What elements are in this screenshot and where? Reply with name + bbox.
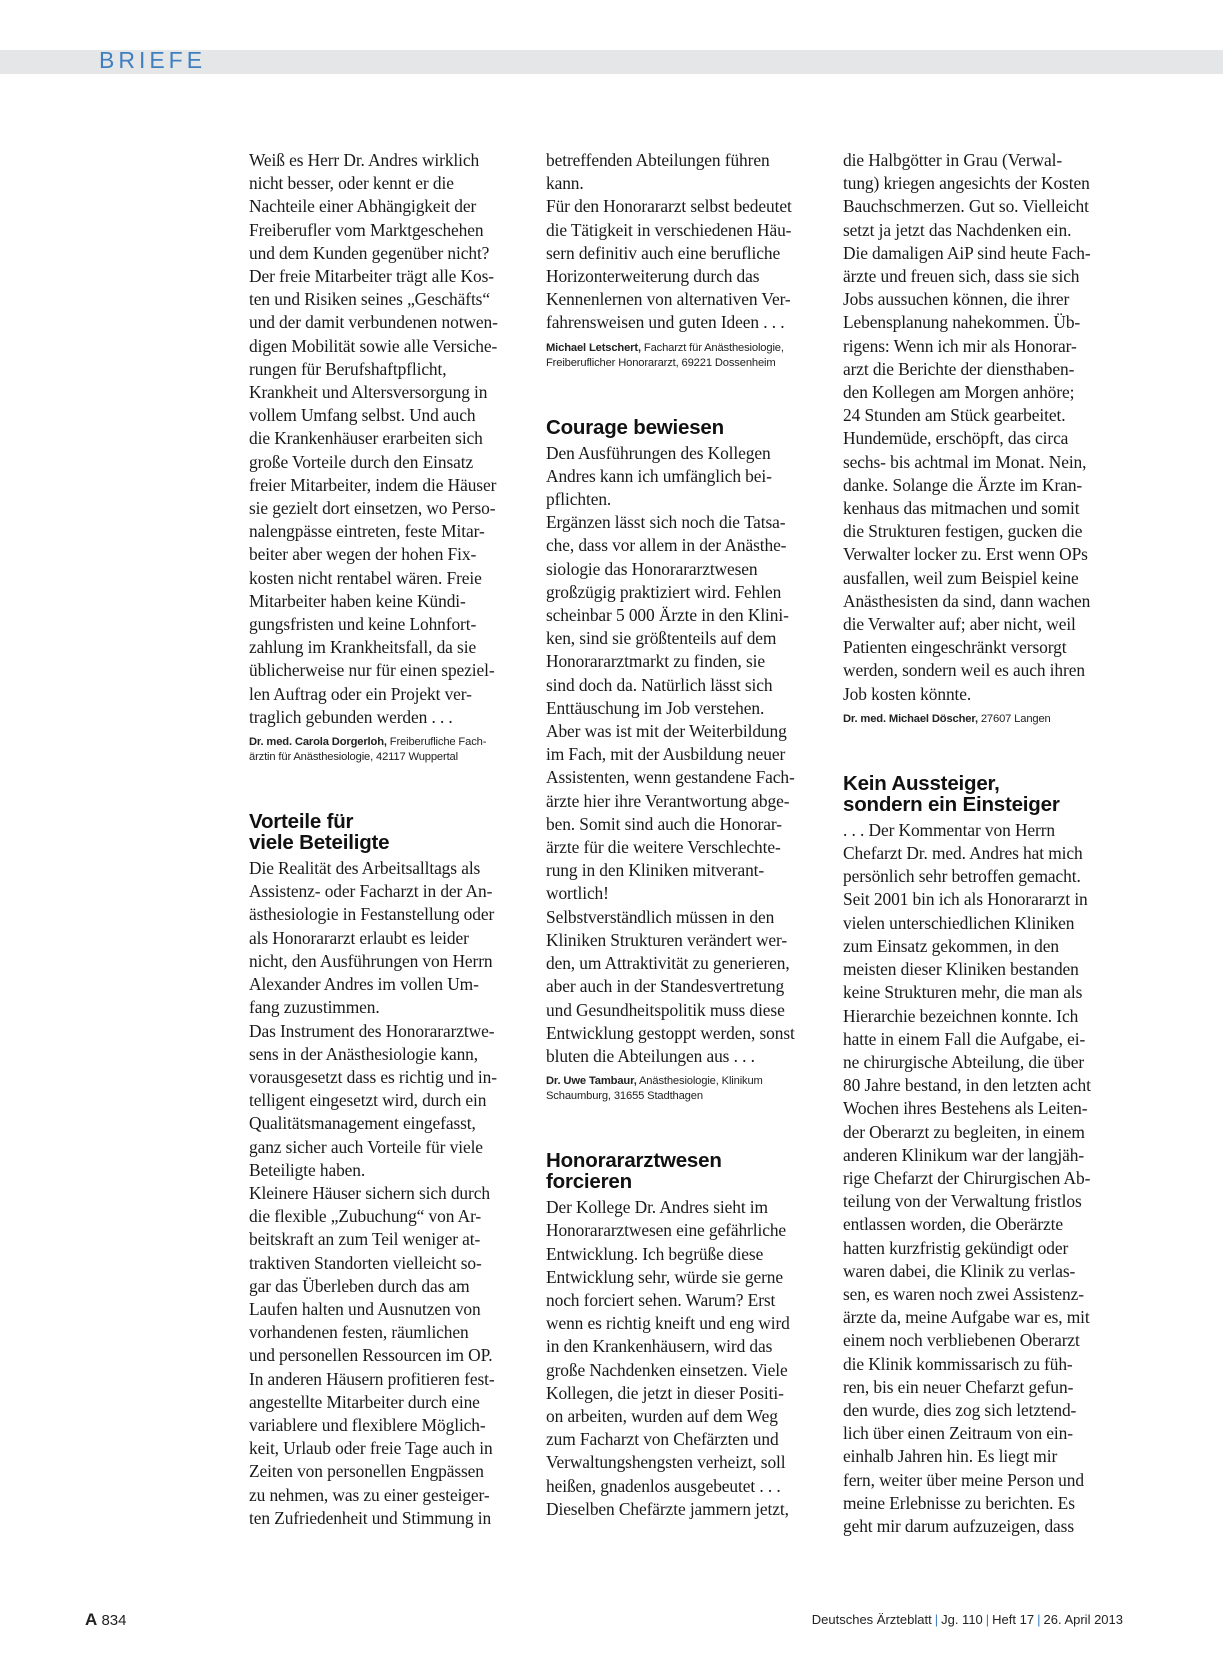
text-line: traglich gebunden werden . . . [249, 706, 453, 727]
text-line: Honorararztmarkt zu finden, sie [546, 651, 766, 672]
text-line: Alexander Andres im vollen Um- [249, 974, 479, 995]
text-line: Assistenten, wenn gestandene Fach- [546, 767, 795, 788]
text-line: Enttäuschung im Job verstehen. [546, 697, 765, 718]
text-line: Der Kollege Dr. Andres sieht im [546, 1197, 768, 1218]
text-line: Verwaltungshengsten verheizt, soll [546, 1452, 786, 1473]
text-line: und der damit verbundenen notwen- [249, 312, 498, 333]
text-line: Das Instrument des Honorararztwe- [249, 1020, 495, 1041]
text-line: zum Facharzt von Chefärzten und [546, 1429, 779, 1450]
signature-line [546, 1074, 826, 1089]
text-line: als Honorararzt erlaubt es leider [249, 927, 469, 948]
text-line: angestellte Mitarbeiter durch eine [249, 1391, 480, 1412]
text-line: waren dabei, die Klinik zu verlas- [843, 1260, 1076, 1281]
text-line: fahrensweisen und guten Ideen . . . [546, 312, 785, 333]
text-line: tung) kriegen angesichts der Kosten [843, 173, 1090, 194]
text-line: ten und Risiken seines „Geschäfts“ [249, 289, 490, 310]
text-column-1 [249, 149, 529, 1530]
body-paragraph [546, 442, 826, 1068]
author-affiliation: Anästhesiologie, Klinikum [636, 1075, 763, 1088]
letter-headline [843, 773, 1123, 815]
text-line: variablere und flexiblere Möglich- [249, 1414, 486, 1435]
text-line: len Auftrag oder ein Projekt ver- [249, 683, 472, 704]
text-line: sens in der Anästhesiologie kann, [249, 1043, 479, 1064]
text-line: Selbstverständlich müssen in den [546, 906, 775, 927]
page-number [85, 1610, 126, 1630]
author-name: Dr. Uwe Tambaur, [546, 1075, 637, 1088]
text-line: große Vorteile durch den Einsatz [249, 451, 474, 472]
text-line: wenn es richtig kneift und eng wird [546, 1313, 790, 1334]
letter-headline [249, 811, 529, 853]
author-name: Dr. med. Michael Döscher, [843, 712, 978, 725]
letter-headline [546, 417, 826, 438]
text-line: setzt ja jetzt das Nachdenken ein. [843, 219, 1072, 240]
text-line: Entwicklung gestoppt werden, sonst [546, 1022, 795, 1043]
text-line: nicht besser, oder kennt er die [249, 173, 454, 194]
signature-line: Freiberuflicher Honorararzt, 69221 Dossenheim [546, 356, 776, 369]
author-signature [249, 735, 529, 765]
text-line: arzt die Berichte der diensthaben- [843, 358, 1075, 379]
headline-line: sondern ein Einsteiger [843, 792, 1060, 816]
body-paragraph [249, 149, 529, 729]
text-line: und dem Kunden gegenüber nicht? [249, 242, 490, 263]
signature-line: ärztin für Anästhesiologie, 42117 Wuppertal [249, 751, 458, 764]
text-line: scheinbar 5 000 Ärzte in den Klini- [546, 605, 789, 626]
text-line: vorhandenen festen, räumlichen [249, 1322, 469, 1343]
text-line: Mitarbeiter haben keine Kündi- [249, 590, 466, 611]
text-line: aber auch in der Standesvertretung [546, 976, 785, 997]
text-line: den, um Attraktivität zu generieren, [546, 953, 790, 974]
text-line: beitskraft an zum Teil weniger at- [249, 1229, 481, 1250]
text-line: die Klinik kommissarisch zu füh- [843, 1353, 1073, 1374]
divider: | [1037, 1612, 1041, 1627]
signature-line [843, 712, 1123, 727]
text-line: Nachteile einer Abhängigkeit der [249, 196, 477, 217]
text-line: fern, weiter über meine Person und [843, 1469, 1084, 1490]
text-line: Andres kann ich umfänglich bei- [546, 465, 772, 486]
text-line: kenhaus das mitmachen und somit [843, 498, 1080, 519]
text-line: sen, es waren noch zwei Assistenz- [843, 1283, 1084, 1304]
text-line: rungen für Berufshaftpflicht, [249, 358, 447, 379]
text-line: Lebensplanung nahekommen. Üb- [843, 312, 1081, 333]
text-line: telligent eingesetzt wird, durch ein [249, 1090, 487, 1111]
text-column-2 [546, 149, 826, 1521]
journal-name: Deutsches Ärzteblatt [811, 1612, 932, 1627]
text-line: Qualitätsmanagement eingefasst, [249, 1113, 476, 1134]
text-line: sie gezielt dort einsetzen, wo Perso- [249, 498, 496, 519]
text-line: vollem Umfang selbst. Und auch [249, 405, 476, 426]
page-number-value: 834 [101, 1612, 127, 1629]
text-line: Weiß es Herr Dr. Andres wirklich [249, 150, 480, 170]
text-line: nicht, den Ausführungen von Herrn [249, 950, 493, 971]
text-line: Kollegen, die jetzt in dieser Positi- [546, 1382, 784, 1403]
text-line: noch forciert sehen. Warum? Erst [546, 1289, 776, 1310]
text-line: Patienten eingeschränkt versorgt [843, 637, 1067, 658]
text-line: Entwicklung. Ich begrüße diese [546, 1243, 764, 1264]
section-label: BRIEFE [99, 47, 207, 73]
text-line: che, dass vor allem in der Anästhe- [546, 535, 787, 556]
text-line: freier Mitarbeiter, indem die Häuser [249, 474, 497, 495]
text-line: fang zuzustimmen. [249, 997, 380, 1018]
signature-line [546, 341, 826, 356]
text-line: Jobs aussuchen können, die ihrer [843, 289, 1070, 310]
text-line: teilung von der Verwaltung fristlos [843, 1191, 1082, 1212]
text-line: rigens: Wenn ich mir als Honorar- [843, 335, 1077, 356]
text-line: vielen unterschiedlichen Kliniken [843, 912, 1075, 933]
body-paragraph [843, 149, 1123, 706]
text-line: sern definitiv auch eine berufliche [546, 242, 781, 263]
text-line: Wochen ihres Bestehens als Leiten- [843, 1098, 1088, 1119]
text-line: meine Erlebnisse zu berichten. Es [843, 1492, 1075, 1513]
text-line: kosten nicht rentabel wären. Freie [249, 567, 482, 588]
text-line: heißen, gnadenlos ausgebeutet . . . [546, 1475, 781, 1496]
text-line: Laufen halten und Ausnutzen von [249, 1298, 481, 1319]
text-line: wortlich! [546, 883, 609, 904]
text-line: die Strukturen festigen, gucken die [843, 521, 1083, 542]
headline-line: Kein Aussteiger, [843, 771, 1000, 795]
text-line: die Tätigkeit in verschiedenen Häu- [546, 219, 792, 240]
text-line: betreffenden Abteilungen führen [546, 150, 770, 170]
text-line: Für den Honorararzt selbst bedeutet [546, 196, 792, 217]
text-line: gar das Überleben durch das am [249, 1275, 470, 1296]
text-line: Die damaligen AiP sind heute Fach- [843, 242, 1091, 263]
text-line: bluten die Abteilungen aus . . . [546, 1045, 755, 1066]
text-line: digen Mobilität sowie alle Versiche- [249, 335, 498, 356]
text-line: Zeiten von personellen Engpässen [249, 1461, 484, 1482]
text-line: zu nehmen, was zu einer gesteiger- [249, 1484, 490, 1505]
text-line: siologie das Honorararztwesen [546, 558, 758, 579]
text-line: ren, bis ein neuer Chefarzt gefun- [843, 1376, 1074, 1397]
text-line: den wurde, dies zog sich letztend- [843, 1399, 1077, 1420]
text-line: Krankheit und Altersversorgung in [249, 382, 488, 403]
signature-line: Schaumburg, 31655 Stadthagen [546, 1090, 703, 1103]
text-line: Chefarzt Dr. med. Andres hat mich [843, 843, 1083, 864]
text-line: ärzte und freuen sich, dass sie sich [843, 266, 1080, 287]
text-line: Assistenz- oder Facharzt in der An- [249, 881, 493, 902]
journal-volume: Jg. 110 [941, 1612, 983, 1627]
text-line: nalengpässe eintreten, feste Mitar- [249, 521, 485, 542]
text-line: Die Realität des Arbeitsalltags als [249, 858, 481, 879]
text-line: ärzte da, meine Aufgabe war es, mit [843, 1307, 1090, 1328]
text-line: geht mir darum aufzuzeigen, dass [843, 1515, 1075, 1536]
journal-issue: Heft 17 [992, 1612, 1035, 1627]
text-line: hatten kurzfristig gekündigt oder [843, 1237, 1069, 1258]
text-line: Hundemüde, erschöpft, das circa [843, 428, 1069, 449]
text-line: Kennenlernen von alternativen Ver- [546, 289, 791, 310]
text-line: persönlich sehr betroffen gemacht. [843, 866, 1081, 887]
text-line: Kliniken Strukturen verändert wer- [546, 929, 788, 950]
text-line: ausfallen, weil zum Beispiel keine [843, 567, 1079, 588]
headline-line: Courage bewiesen [546, 415, 724, 439]
journal-date: 26. April 2013 [1043, 1612, 1123, 1627]
text-line: zum Einsatz gekommen, in den [843, 935, 1059, 956]
author-affiliation: 27607 Langen [977, 712, 1051, 725]
body-paragraph [843, 819, 1123, 1538]
author-affiliation: Facharzt für Anästhesiologie, [640, 341, 784, 354]
text-line: ken, sind sie größtenteils auf dem [546, 628, 777, 649]
author-name: Michael Letschert, [546, 341, 641, 354]
text-line: Verwalter locker zu. Erst wenn OPs [843, 544, 1088, 565]
headline-line: forcieren [546, 1170, 632, 1194]
text-line: Bauchschmerzen. Gut so. Vielleicht [843, 196, 1089, 217]
text-line: anderen Klinikum war der langjäh- [843, 1144, 1085, 1165]
text-line: werden, sondern weil es auch ihren [843, 660, 1085, 681]
text-line: im Fach, mit der Ausbildung neuer [546, 744, 786, 765]
text-line: Beteiligte haben. [249, 1159, 366, 1180]
text-line: und personellen Ressourcen im OP. [249, 1345, 493, 1366]
text-line: sind doch da. Natürlich lässt sich [546, 674, 773, 695]
text-line: ben. Somit sind auch die Honorar- [546, 813, 782, 834]
journal-info [812, 1612, 1123, 1627]
text-line: sechs- bis achtmal im Monat. Nein, [843, 451, 1087, 472]
text-line: Hierarchie bezeichnen konnte. Ich [843, 1005, 1079, 1026]
body-paragraph [546, 1196, 826, 1521]
text-line: pflichten. [546, 489, 612, 510]
text-line: die flexible „Zubuchung“ von Ar- [249, 1206, 482, 1227]
text-line: rige Chefarzt der Chirurgischen Ab- [843, 1167, 1091, 1188]
text-line: In anderen Häusern profitieren fest- [249, 1368, 495, 1389]
headline-line: Vorteile für [249, 810, 354, 834]
text-column-3 [843, 149, 1123, 1538]
text-line: ne chirurgische Abteilung, die über [843, 1051, 1085, 1072]
text-line: Freiberufler vom Marktgeschehen [249, 219, 484, 240]
text-line: Entwicklung sehr, würde sie gerne [546, 1266, 783, 1287]
body-paragraph [249, 857, 529, 1530]
text-line: ärzte hier ihre Verantwortung abge- [546, 790, 790, 811]
text-line: Horizonterweiterung durch das [546, 266, 760, 287]
text-line: entlassen worden, die Oberärzte [843, 1214, 1063, 1235]
text-line: große Nachdenken einsetzen. Viele [546, 1359, 788, 1380]
headline-line: Honorararztwesen [546, 1149, 722, 1173]
text-line: Job kosten könnte. [843, 683, 972, 704]
text-line: die Halbgötter in Grau (Verwal- [843, 150, 1063, 170]
letter-headline [546, 1150, 826, 1192]
text-line: Ergänzen lässt sich noch die Tatsa- [546, 512, 786, 533]
text-line: keit, Urlaub oder freie Tage auch in [249, 1438, 493, 1459]
text-line: meisten dieser Kliniken bestanden [843, 959, 1079, 980]
text-line: vorausgesetzt dass es richtig und in- [249, 1066, 497, 1087]
text-line: die Krankenhäuser erarbeiten sich [249, 428, 483, 449]
signature-line [249, 735, 529, 750]
text-line: üblicherweise nur für einen speziel- [249, 660, 495, 681]
text-line: keine Strukturen mehr, die man als [843, 982, 1083, 1003]
text-line: hatte in einem Fall die Aufgabe, ei- [843, 1028, 1086, 1049]
text-line: Aber was ist mit der Weiterbildung [546, 721, 787, 742]
text-line: den Kollegen am Morgen anhöre; [843, 382, 1075, 403]
text-line: Kleinere Häuser sichern sich durch [249, 1182, 490, 1203]
author-signature [546, 1074, 826, 1104]
text-line: ärzte für die weitere Verschlechte- [546, 837, 781, 858]
page-prefix: A [85, 1610, 98, 1629]
text-line: gungsfristen und keine Lohnfort- [249, 614, 477, 635]
text-line: Anästhesisten da sind, dann wachen [843, 590, 1091, 611]
text-line: Den Ausführungen des Kollegen [546, 442, 771, 463]
author-signature [843, 712, 1123, 727]
text-line: kann. [546, 173, 584, 194]
text-line: Seit 2001 bin ich als Honorararzt in [843, 889, 1088, 910]
text-line: beiter aber wegen der hohen Fix- [249, 544, 477, 565]
divider: | [985, 1612, 990, 1627]
text-line: rung in den Kliniken mitverant- [546, 860, 765, 881]
text-line: ten Zufriedenheit und Stimmung in [249, 1507, 492, 1528]
text-line: in den Krankenhäusern, wird das [546, 1336, 773, 1357]
text-line: ästhesiologie in Festanstellung oder [249, 904, 495, 925]
text-line: Dieselben Chefärzte jammern jetzt, [546, 1498, 789, 1519]
text-line: einem noch verbliebenen Oberarzt [843, 1330, 1080, 1351]
text-line: . . . Der Kommentar von Herrn [843, 819, 1056, 840]
text-line: danke. Solange die Ärzte im Kran- [843, 474, 1083, 495]
author-name: Dr. med. Carola Dorgerloh, [249, 736, 387, 749]
text-line: lich über einen Zeitraum von ein- [843, 1423, 1073, 1444]
text-line: zahlung im Krankheitsfall, da sie [249, 637, 477, 658]
text-line: 24 Stunden am Stück gearbeitet. [843, 405, 1066, 426]
text-line: und Gesundheitspolitik muss diese [546, 999, 785, 1020]
text-line: on arbeiten, wurden auf dem Weg [546, 1405, 778, 1426]
text-line: traktiven Standorten vielleicht so- [249, 1252, 482, 1273]
text-line: Der freie Mitarbeiter trägt alle Kos- [249, 266, 494, 287]
divider: | [934, 1612, 939, 1627]
text-line: großzügig praktiziert wird. Fehlen [546, 581, 782, 602]
text-line: einhalb Jahren hin. Es liegt mir [843, 1446, 1058, 1467]
author-affiliation: Freiberufliche Fach- [386, 736, 487, 749]
text-line: Honorararztwesen eine gefährliche [546, 1220, 787, 1241]
author-signature [546, 341, 826, 371]
text-line: 80 Jahre bestand, in den letzten acht [843, 1075, 1091, 1096]
text-line: der Oberarzt zu begleiten, in einem [843, 1121, 1085, 1142]
headline-line: viele Beteiligte [249, 831, 390, 855]
text-line: ganz sicher auch Vorteile für viele [249, 1136, 483, 1157]
text-line: die Verwalter auf; aber nicht, weil [843, 614, 1076, 635]
body-paragraph [546, 149, 826, 335]
